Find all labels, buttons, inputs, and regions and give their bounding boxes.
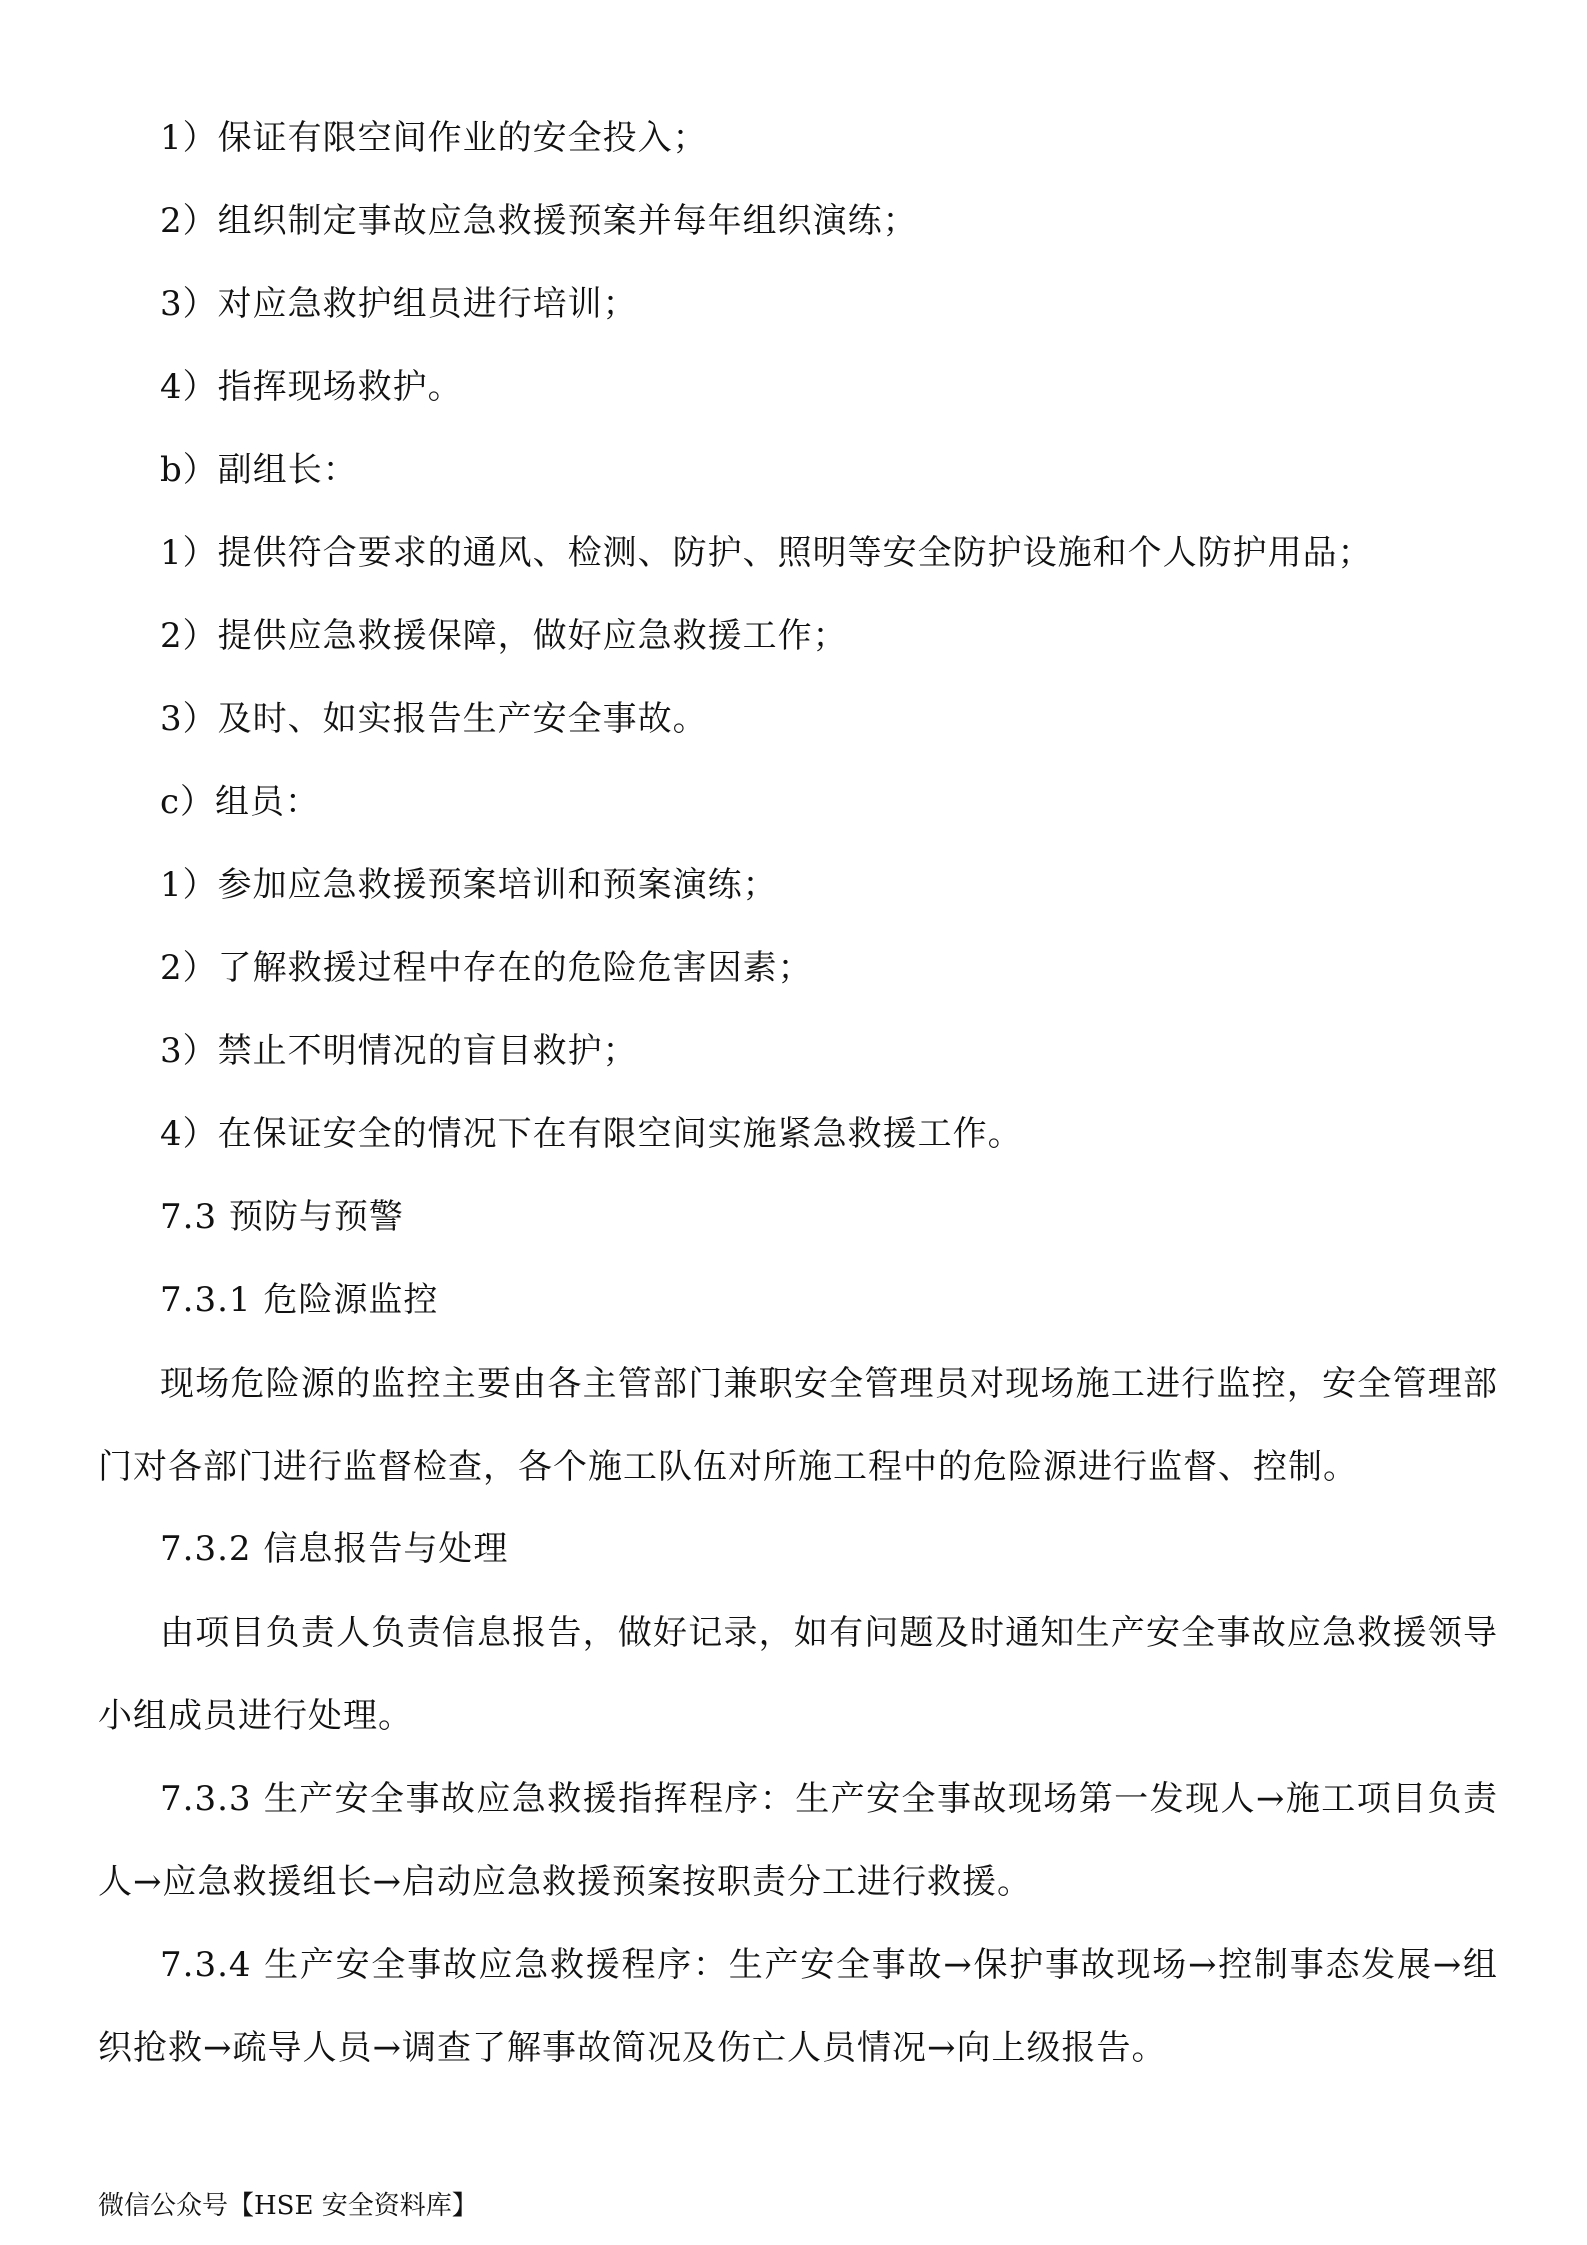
duty-deputy-1: 1）提供符合要求的通风、检测、防护、照明等安全防护设施和个人防护用品； <box>160 533 1373 573</box>
heading-7-3-1: 7.3.1 危险源监控 <box>160 1280 439 1320</box>
duty-member-2: 2）了解救援过程中存在的危险危害因素； <box>160 948 813 988</box>
heading-7-3: 7.3 预防与预警 <box>160 1197 404 1237</box>
duty-leader-1: 1）保证有限空间作业的安全投入； <box>160 118 708 158</box>
duty-leader-4: 4）指挥现场救护。 <box>160 367 463 407</box>
heading-7-3-2: 7.3.2 信息报告与处理 <box>160 1529 509 1569</box>
section-members: c）组员： <box>160 782 321 822</box>
duty-member-4: 4）在保证安全的情况下在有限空间实施紧急救援工作。 <box>160 1114 1023 1154</box>
footer-source: 微信公众号【HSE 安全资料库】 <box>98 2191 478 2221</box>
paragraph-command-procedure: 7.3.3 生产安全事故应急救援指挥程序：生产安全事故现场第一发现人→施工项目负责人→应急救援组长→启动应急救援预案按职责分工进行救援。 <box>98 1779 1498 1902</box>
paragraph-info-report: 由项目负责人负责信息报告，做好记录，如有问题及时通知生产安全事故应急救援领导小组成员进行处理。 <box>98 1613 1498 1736</box>
duty-leader-3: 3）对应急救护组员进行培训； <box>160 284 638 324</box>
duty-deputy-2: 2）提供应急救援保障，做好应急救援工作； <box>160 616 848 656</box>
paragraph-hazard-monitoring: 现场危险源的监控主要由各主管部门兼职安全管理员对现场施工进行监控，安全管理部门对各部门进行监督检查，各个施工队伍对所施工程中的危险源进行监督、控制。 <box>98 1364 1498 1487</box>
paragraph-rescue-procedure: 7.3.4 生产安全事故应急救援程序：生产安全事故→保护事故现场→控制事态发展→组织抢救→疏导人员→调查了解事故简况及伤亡人员情况→向上级报告。 <box>98 1945 1498 2068</box>
section-deputy-leader: b）副组长： <box>160 450 358 490</box>
duty-member-3: 3）禁止不明情况的盲目救护； <box>160 1031 638 1071</box>
duty-deputy-3: 3）及时、如实报告生产安全事故。 <box>160 699 708 739</box>
duty-member-1: 1）参加应急救援预案培训和预案演练； <box>160 865 778 905</box>
duty-leader-2: 2）组织制定事故应急救援预案并每年组织演练； <box>160 201 918 241</box>
